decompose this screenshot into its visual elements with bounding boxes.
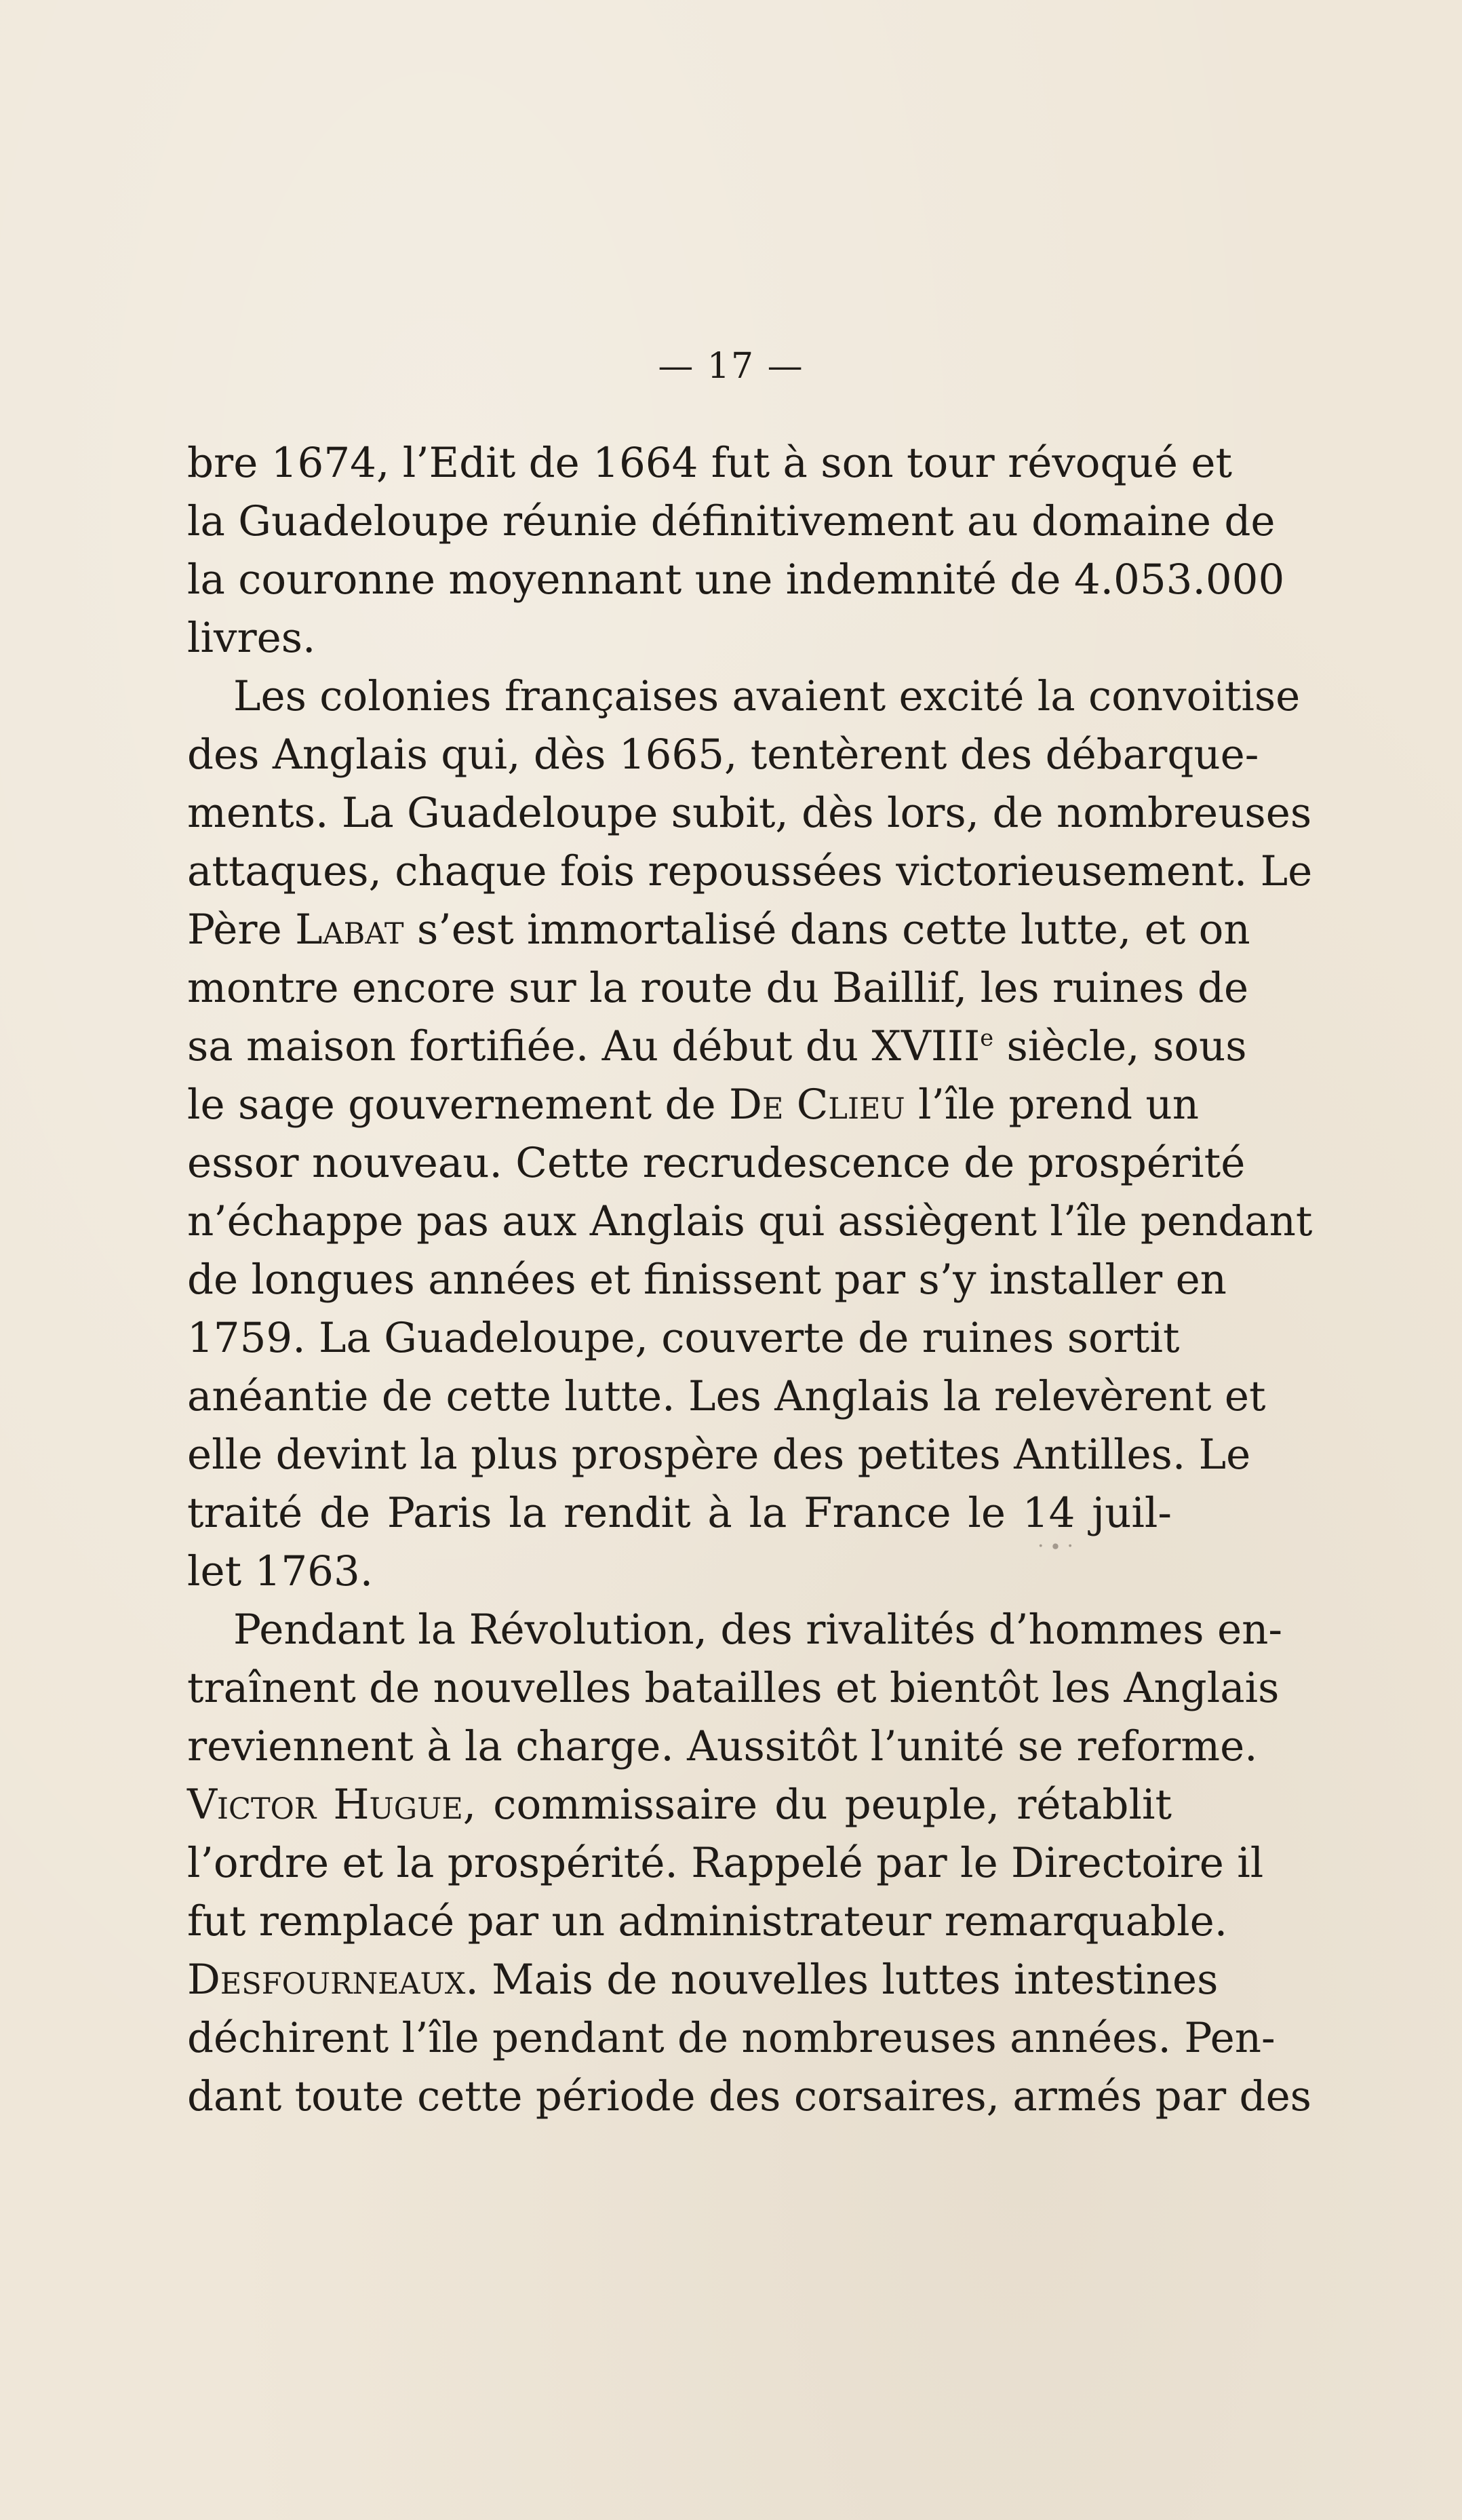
text-line: Père Labat s’est immortalisé dans cette lutte, et on: [187, 906, 1250, 954]
text-line: la Guadeloupe réunie définitivement au domaine de: [187, 497, 1276, 545]
text-line: sa maison fortifiée. Au début du XVIIIe siècle, sous: [187, 1022, 1247, 1070]
text-line: Desfourneaux. Mais de nouvelles luttes intestines: [187, 1956, 1219, 2004]
text-line: elle devint la plus prospère des petites Antilles. Le: [187, 1431, 1251, 1479]
text-line: fut remplacé par un administrateur remarquable.: [187, 1897, 1228, 1945]
text-line: ments. La Guadeloupe subit, dès lors, de nombreuses: [187, 789, 1312, 837]
text-line: reviennent à la charge. Aussitôt l’unité se reforme.: [187, 1722, 1258, 1770]
text-line: livres.: [187, 614, 316, 662]
print-speck-mark: · ∙ ·: [1038, 1534, 1073, 1558]
paragraph-1: [187, 434, 1285, 667]
text-line: le sage gouvernement de De Clieu l’île prend un: [187, 1081, 1199, 1129]
text-line: des Anglais qui, dès 1665, tentèrent des débarque-: [187, 731, 1259, 779]
paragraph-3: [187, 1601, 1311, 2126]
text-line: bre 1674, l’Edit de 1664 fut à son tour révoqué et: [187, 439, 1232, 487]
text-line: traînent de nouvelles batailles et bientôt les Anglais: [187, 1664, 1280, 1712]
text-line: Victor Hugue, commissaire du peuple, rétablit: [187, 1781, 1172, 1829]
text-line: n’échappe pas aux Anglais qui assiègent l’île pendant: [187, 1197, 1313, 1245]
text-line: anéantie de cette lutte. Les Anglais la relevèrent et: [187, 1372, 1266, 1420]
text-line: déchirent l’île pendant de nombreuses années. Pen-: [187, 2014, 1276, 2062]
paragraph-2: [187, 667, 1313, 1601]
text-line: let 1763.: [187, 1547, 374, 1595]
text-line: de longues années et finissent par s’y installer en: [187, 1256, 1227, 1304]
text-line: dant toute cette période des corsaires, armés par des: [187, 2072, 1311, 2120]
text-line: essor nouveau. Cette recrudescence de prospérité: [187, 1139, 1246, 1187]
text-line: attaques, chaque fois repoussées victorieusement. Le: [187, 847, 1313, 895]
text-line: Pendant la Révolution, des rivalités d’hommes en-: [233, 1606, 1282, 1654]
text-line: montre encore sur la route du Baillif, les ruines de: [187, 964, 1249, 1012]
text-line: la couronne moyennant une indemnité de 4.053.000: [187, 556, 1285, 604]
text-line: 1759. La Guadeloupe, couverte de ruines sortit: [187, 1314, 1180, 1362]
text-line: l’ordre et la prospérité. Rappelé par le Directoire il: [187, 1839, 1264, 1887]
text-line: Les colonies françaises avaient excité la convoitise: [233, 672, 1301, 720]
body-text: [187, 434, 1313, 2126]
text-line: traité de Paris la rendit à la France le 14 juil-: [187, 1489, 1172, 1537]
page-number: — 17 —: [658, 346, 804, 387]
